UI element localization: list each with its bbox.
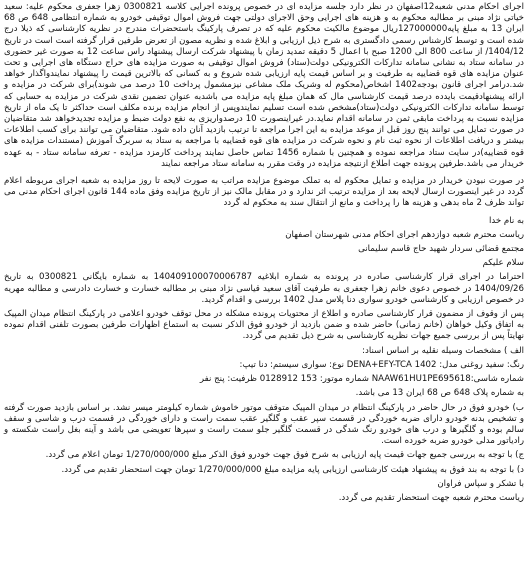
vehicle-plate-line: به شماره پلاک 648 ص 68 ایران 13 می باشد. — [355, 388, 524, 399]
greeting-line: سلام علیکم — [482, 258, 524, 269]
vehicle-condition-paragraph: ب) خودرو فوق در حال حاضر در پارکینگ انتظام در میدان المپیک متوقف موتور خاموش شماره کیلومتر میسر نشد. بر اساس بازدید صورت گرفته و تشخیص بدنه خودرو دارای ضربه خوردگی در قسمت سپر عقب و گلگیر عقب سمت راست و دارای خوردگی در قسمت درب و شاسی و سقف سالم بوده و گلگیرها و درب های خودرو رنگ شدگی در قسمت گلگیر جلو سمت راست و سپرها تعویضی می باشد و آینه بغل راست شکسته و رادیاتور مدلی خودرو ضربه خورده است. — [4, 402, 524, 447]
auction-terms-paragraph: در صورت نبودن خریدار در مزایده و تمایل محکوم له به تملک موضوع مزایده مراتب به صورت لایحه تا روز مزایده به شعبه اجرای مربوطه اعلام گردد در غیر اینصورت ارسال لایحه بعد از مزایده ترتیب اثر ندارد و در مقابل مالک نیز از تاریخ مزایده وفق ماده 144 قانون اجرای احکام مدنی می تواند ظرف 2 ماه بدهی و هزینه ها را پرداخت و مانع از انتقال سند به محکوم له گردد — [4, 176, 524, 209]
closing-line: ریاست محترم شعبه جهت استحضار تقدیم می گردد. — [338, 492, 524, 503]
addressee-line: ریاست محترم شعبه دوازدهم اجرای احکام مدنی شهرستان اصفهان — [285, 229, 524, 240]
vehicle-spec-line-2: شماره شاسی:NAAW61HU1PE695618 شماره موتور: 153 0128912 ظرفیت: پنج نفر — [199, 374, 524, 385]
invocation-line: به نام خدا — [488, 215, 524, 226]
court-complex-line: مجتمع قضائی سردار شهید حاج قاسم سلیمانی — [358, 244, 524, 255]
proposal-paragraph: د) با توجه به بند فوق به پیشنهاد هیئت کارشناسی ارزیابی پایه مزایده مبلغ 1/270/000/000 تومان جهت استحضار تقدیم می گردد. — [61, 464, 524, 475]
valuation-paragraph: ج) با توجه به بررسی جمیع جهات قیمت پایه ارزیابی به شرح فوق جهت خودرو فوق الذکر مبلغ 1/270/000/000 تومان اعلام می گردد. — [45, 450, 524, 461]
thanks-line: با تشکر و سپاس فراوان — [437, 478, 524, 489]
vehicle-spec-heading: الف ) مشخصات وسیله نقلیه بر اساس اسناد: — [362, 345, 524, 356]
inspection-paragraph: پس از وقوف از مضمون قرار کارشناسی صادره و اطلاع از محتویات پرونده مشکله در محل توقف خودرو اعلامی در پارکینگ انتظام میدان المپیک به اتفاق وکیل خواهان (خانم زمانی) حاضر شده و ضمن بازدید از خودرو فوق الذکر نسبت به استماع اظهارات طرفین بصورت تلفنی اقدام نموده نهایتاً پس از بررسی جمیع جهات نظریه کارشناسی به شرح ذیل تقدیم می گردد. — [4, 309, 524, 342]
vehicle-spec-line-1: رنگ: سفید روغنی مدل: 1402 DENA+EFY-TCA نوع: سواری سیستم: دنا تیپ: — [239, 359, 524, 370]
auction-notice-paragraph: اجرای احکام مدنی شعبه12اصفهان در نظر دارد جلسه مزایده ای در خصوص پرونده اجرایی کلاسه 0300821 زهرا جعفری محکوم علیه: سعید خیاتی نژاد مبنی بر مطالبه محکوم به و هزینه های اجرایی وحق الاجرای دولتی جهت فروش اموال توقیفی خودرو به شماره انتظامی 648 ص 68 ایران 13 به مبلغ پایه127000000ریال موضوع مالکیت محکوم علیه که در تصرف پارکینگ باستحضرات مندرج در نظریه کارشناسی که ذیلا درج شده است و توسط کارشناس رسمی دادگستری به شرح ذیل ارزیابی و ابلاغ شده و نظریه مصون از تعرض طرفین قرار گرفته است است در تاریخ 1404/12/ از ساعت 800 الی 1200 صبح با اعمال 5 دقیقه تمدید زمان با پیشنهاد شرکت ارسال پیشنهاد راس ساعت 12 به صورت غیر حضوری در سامانه ستاد به نشانی سامانه تدارکات الکترونیکی دولت(ستاد) فروش اموال توقیفی به صورت مزایده های حراج دستگاه های اجرایی و تحت عنوان مزایده های قوه قضاییه به طرفیت و بر اساس قیمت پایه ارزیابی شده شروع و به کسانی که بالاترین قیمت را پیشنهاد نمایندواگذار خواهد شد.درامر اجرای قانون بودجه1402 اشخاص(محکوم له وشریک ملک مشاعی نیزمشمول پرداخت 10 درصد می شوند)برای شرکت در مزایده و ارائه پیشنهادقیمت بایدده درصد قیمت کارشناسی مال که همان مبلغ پایه مزایده می باشدبه عنوان تضمین نقدی شرکت در مزایده به حسابی که توسط سامانه تدارکات الکترونیکی دولت(ستاد)مشخص شده است تسلیم نمایندوپس از انجام مزایده برنده مکلف است حداکثر تا یک ماه از تاریخ مزایده نسبت به پرداخت مابقی ثمن در سامانه اقدام نماید.در غیراینصورت 10 درصدواریزی به نفع دولت ضبط و مزایده تجدیدخواهد شد متقاضیان در صورت تمایل می توانند پنج روز قبل از موعد مزایده به این اجرا مراجعه تا ترتیب بازدید آنان داده شود. متقاضیان می توانند برای کسب اطلاعات بیشتر و دریافت اطلاعات از نحوه ثبت نام و نحوه شرکت در مزایده های قوه قضاییه با مراجعه به ستاد به سربرگ آموزش (مستندات مزایده های قوه قضاییه)در سایت ستاد مراجعه نموده و همچنین با شماره 1456 تماس حاصل نمایند پرداخت کارمزد مزایده - تعرفه سامانه ستاد - به عهده خریدار می باشد.طرفین پرونده جهت اطلاع ازنتیجه مزایده در وقت مقرر به سامانه ستاد مراجعه نمایند — [4, 2, 525, 169]
expert-order-paragraph: احتراما در اجرای قرار کارشناسی صادره در پرونده به شماره ابلاغیه 140409100070006787 به شماره بایگانی 0300821 به تاریخ 1404/09/26 در خصوص دعوی خانم زهرا جعفری به طرفیت آقای سعید قیاسی نژاد مبنی بر مطالبه خسارت و خسارت دادرسی و مطالبه مهریه در خصوص ارزیابی و کارشناسی خودرو سواری دنا پلاس مدل 1402 بررسی و اقدام گردید. — [4, 272, 524, 305]
